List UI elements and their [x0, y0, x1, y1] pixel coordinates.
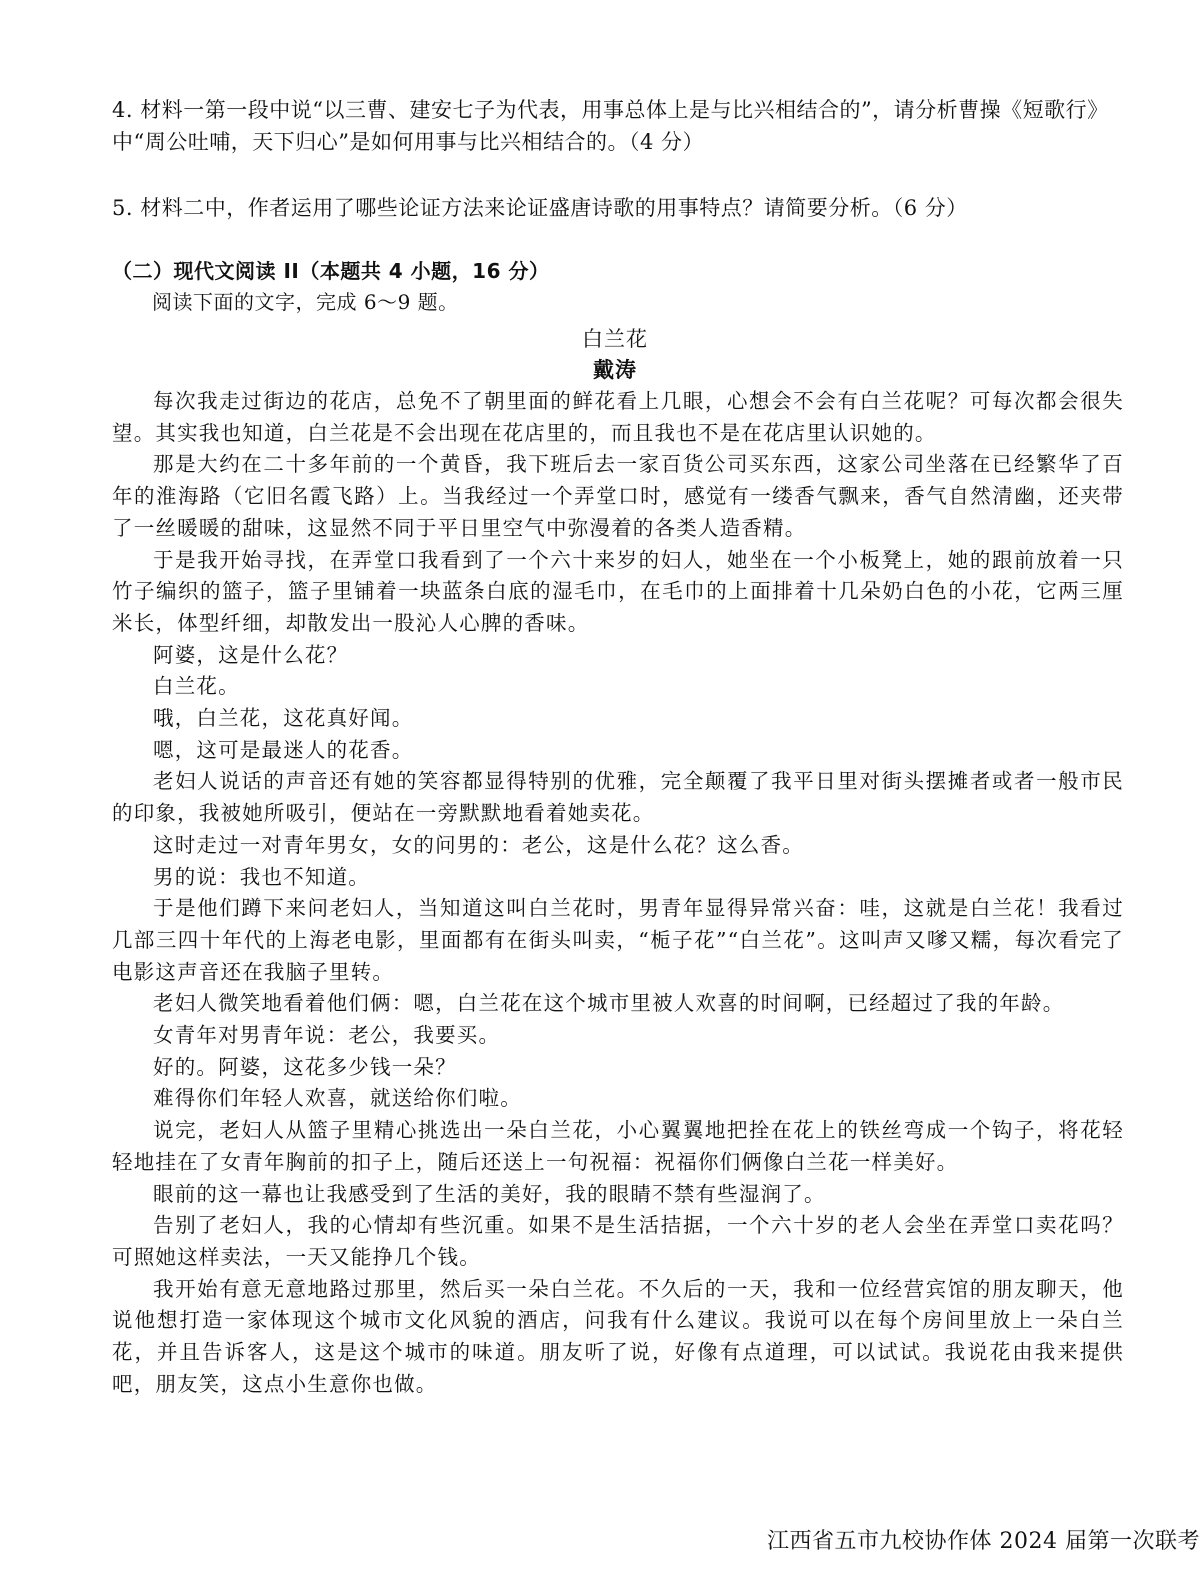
paragraph: 白兰花。	[153, 674, 240, 699]
reading-instruction: 阅读下面的文字，完成 6～9 题。	[152, 290, 459, 314]
paragraph: 这时走过一对青年男女，女的问男的：老公，这是什么花？这么香。	[153, 832, 804, 857]
paragraph: 嗯，这可是最迷人的花香。	[153, 737, 414, 762]
paragraph: 每次我走过街边的花店，总免不了朝里面的鲜花看上几眼，心想会不会有白兰花呢？可每次都会很失望。其实我也知道，白兰花是不会出现在花店里的，而且我也不是在花店里认识她的。	[112, 389, 1124, 445]
paragraph: 哦，白兰花，这花真好闻。	[153, 706, 414, 731]
paragraph: 那是大约在二十多年前的一个黄昏，我下班后去一家百货公司买东西，这家公司坐落在已经繁华了百年的淮海路（它旧名霞飞路）上。当我经过一个弄堂口时，感觉有一缕香气飘来，香气自然清幽，还夹带了一丝暖暖的甜味，这显然不同于平日里空气中弥漫着的各类人造香精。	[112, 452, 1124, 540]
paragraph: 于是他们蹲下来问老妇人，当知道这叫白兰花时，男青年显得异常兴奋：哇，这就是白兰花！我看过几部三四十年代的上海老电影，里面都有在街头叫卖，“栀子花”“白兰花”。这叫声又嗲又糯，每次看完了电影这声音还在我脑子里转。	[112, 896, 1124, 984]
question-4: 4. 材料一第一段中说“以三曹、建安七子为代表，用事总体上是与比兴相结合的”，请分析曹操《短歌行》中“周公吐哺，天下归心”是如何用事与比兴相结合的。（4 分）	[112, 98, 1109, 154]
paragraph: 难得你们年轻人欢喜，就送给你们啦。	[153, 1086, 522, 1111]
paragraph: 于是我开始寻找，在弄堂口我看到了一个六十来岁的妇人，她坐在一个小板凳上，她的跟前放着一只竹子编织的篮子，篮子里铺着一块蓝条白底的湿毛巾，在毛巾的上面排着十几朵奶白色的小花，它两三厘米长，体型纤细，却散发出一股沁人心脾的香味。	[112, 547, 1124, 635]
paragraph: 女青年对男青年说：老公，我要买。	[153, 1023, 501, 1048]
paragraph: 老妇人微笑地看着他们俩：嗯，白兰花在这个城市里被人欢喜的时间啊，已经超过了我的年龄。	[153, 991, 1065, 1016]
page-footer: 江西省五市九校协作体 2024 届第一次联考	[767, 1529, 1200, 1554]
paragraph: 阿婆，这是什么花？	[153, 642, 349, 667]
paragraph: 男的说：我也不知道。	[153, 864, 370, 889]
paragraph: 告别了老妇人，我的心情却有些沉重。如果不是生活拮据，一个六十岁的老人会坐在弄堂口卖花吗？可照她这样卖法，一天又能挣几个钱。	[112, 1213, 1124, 1269]
paragraph: 我开始有意无意地路过那里，然后买一朵白兰花。不久后的一天，我和一位经营宾馆的朋友聊天，他说他想打造一家体现这个城市文化风貌的酒店，问我有什么建议。我说可以在每个房间里放上一朵白兰花，并且告诉客人，这是这个城市的味道。朋友听了说，好像有点道理，可以试试。我说花由我来提供吧，朋友笑，这点小生意你也做。	[112, 1276, 1124, 1396]
question-5: 5. 材料二中，作者运用了哪些论证方法来论证盛唐诗歌的用事特点？请简要分析。（6 分）	[112, 196, 968, 220]
article-title: 白兰花	[582, 327, 648, 351]
paragraph: 说完，老妇人从篮子里精心挑选出一朵白兰花，小心翼翼地把拴在花上的铁丝弯成一个钩子，将花轻轻地挂在了女青年胸前的扣子上，随后还送上一句祝福：祝福你们俩像白兰花一样美好。	[112, 1118, 1124, 1174]
article-body	[112, 386, 1124, 1401]
paragraph: 好的。阿婆，这花多少钱一朵？	[153, 1054, 457, 1079]
paragraph: 老妇人说话的声音还有她的笑容都显得特别的优雅，完全颠覆了我平日里对街头摆摊者或者一般市民的印象，我被她所吸引，便站在一旁默默地看着她卖花。	[112, 769, 1124, 826]
article-author: 戴涛	[593, 357, 637, 382]
paragraph: 眼前的这一幕也让我感受到了生活的美好，我的眼睛不禁有些湿润了。	[153, 1181, 826, 1206]
section-heading: （二）现代文阅读 II（本题共 4 小题，16 分）	[112, 259, 550, 283]
